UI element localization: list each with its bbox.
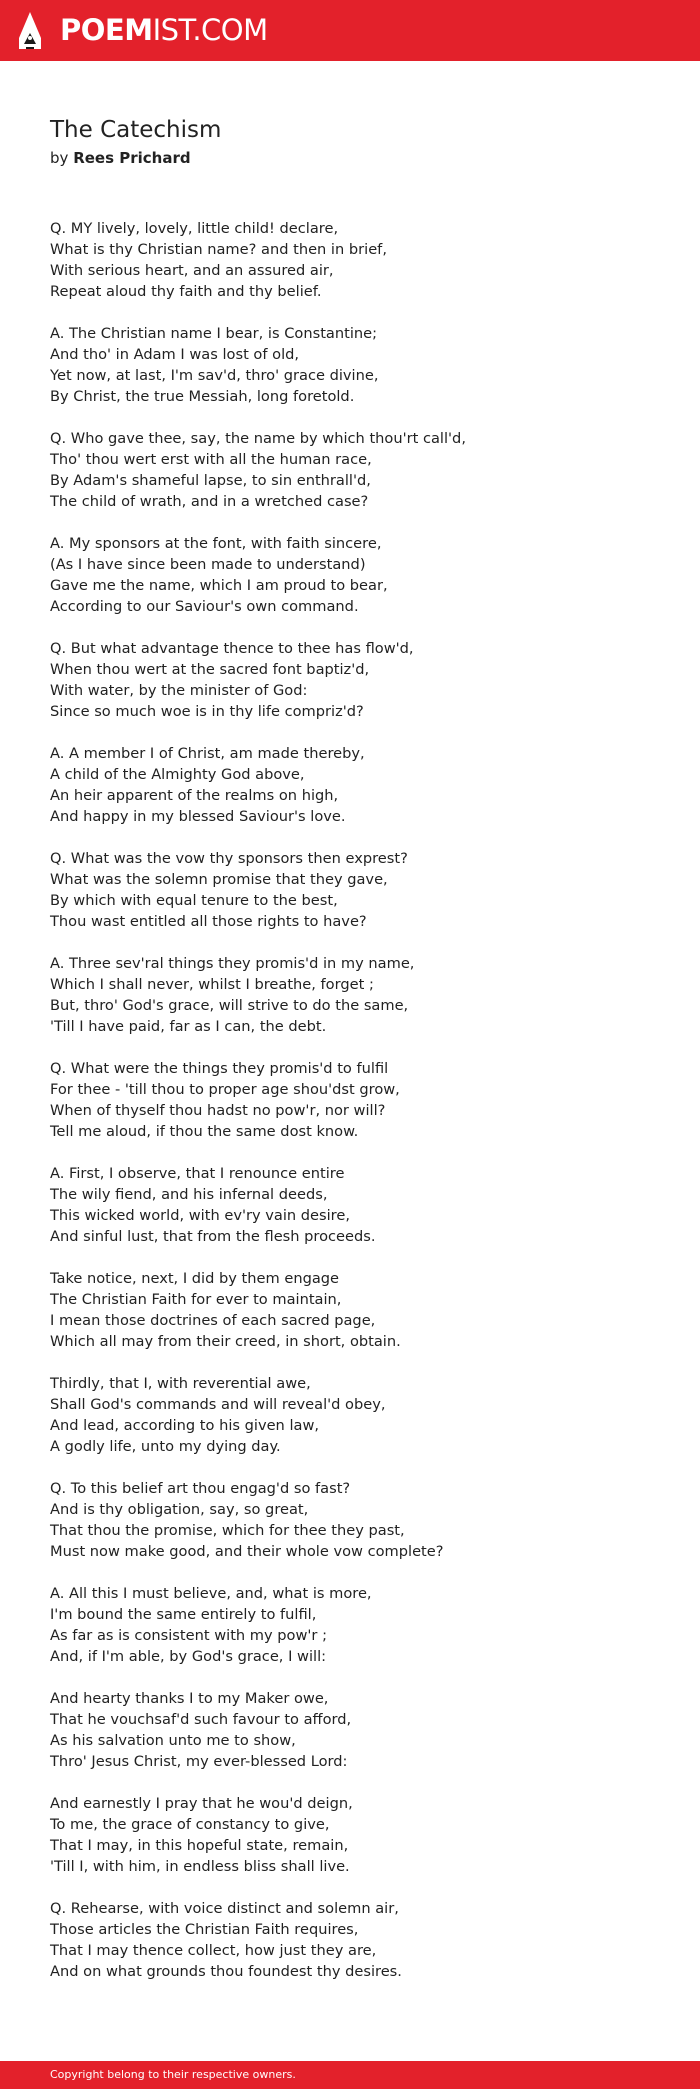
poem-line: This wicked world, with ev'ry vain desire,	[50, 1207, 350, 1224]
stanza	[50, 323, 670, 407]
poem-line: An heir apparent of the realms on high,	[50, 787, 339, 804]
poem-line: By Christ, the true Messiah, long foretold.	[50, 388, 355, 405]
poem-line: When thou wert at the sacred font baptiz'd,	[50, 661, 370, 678]
site-footer	[0, 2061, 700, 2089]
site-logo-text	[60, 13, 268, 47]
poem-line: And happy in my blessed Saviour's love.	[50, 808, 346, 825]
poem-line: A godly life, unto my dying day.	[50, 1438, 281, 1455]
poem-line: That thou the promise, which for thee they past,	[50, 1522, 405, 1539]
poem-line: The Christian Faith for ever to maintain,	[50, 1291, 342, 1308]
poem-line: And sinful lust, that from the flesh proceeds.	[50, 1228, 376, 1245]
poem-line: Repeat aloud thy faith and thy belief.	[50, 283, 322, 300]
poem-line: When of thyself thou hadst no pow'r, nor will?	[50, 1102, 386, 1119]
copyright-notice: Copyright belong to their respective owners.	[50, 2068, 296, 2081]
poem-line: Tho' thou wert erst with all the human race,	[50, 451, 372, 468]
stanza	[50, 1478, 670, 1562]
stanza	[50, 1373, 670, 1457]
poem-line: Q. But what advantage thence to thee has flow'd,	[50, 640, 414, 657]
poem-line: A. My sponsors at the font, with faith sincere,	[50, 535, 382, 552]
site-header	[0, 0, 700, 61]
poem-line: What was the solemn promise that they gave,	[50, 871, 388, 888]
poem-line: A. Three sev'ral things they promis'd in my name,	[50, 955, 415, 972]
poem-line: Thirdly, that I, with reverential awe,	[50, 1375, 311, 1392]
stanza	[50, 1058, 670, 1142]
poem-line: The child of wrath, and in a wretched case?	[50, 493, 369, 510]
poem-line: Which I shall never, whilst I breathe, forget ;	[50, 976, 374, 993]
poem-line: Thou wast entitled all those rights to have?	[50, 913, 367, 930]
poem-line: That I may thence collect, how just they are,	[50, 1942, 377, 1959]
stanza	[50, 848, 670, 932]
poem-line: 'Till I, with him, in endless bliss shall live.	[50, 1858, 350, 1875]
poem-line: And, if I'm able, by God's grace, I will:	[50, 1648, 327, 1665]
stanza	[50, 1793, 670, 1877]
stanza	[50, 638, 670, 722]
poem-line: Q. Who gave thee, say, the name by which thou'rt call'd,	[50, 430, 466, 447]
stanza	[50, 1898, 670, 1982]
poem-line: Since so much woe is in thy life compriz'd?	[50, 703, 364, 720]
logo-text-light: IST.COM	[152, 13, 268, 47]
poem-line: And earnestly I pray that he wou'd deign,	[50, 1795, 353, 1812]
poem-line: And is thy obligation, say, so great,	[50, 1501, 309, 1518]
stanza	[50, 428, 670, 512]
poem-line: By Adam's shameful lapse, to sin enthrall'd,	[50, 472, 371, 489]
poem-title: The Catechism	[50, 117, 222, 143]
poem-line: By which with equal tenure to the best,	[50, 892, 338, 909]
stanza	[50, 1688, 670, 1772]
byline-label: by	[50, 149, 69, 167]
poem-line: (As I have since been made to understand)	[50, 556, 366, 573]
poem-line: That he vouchsaf'd such favour to afford,	[50, 1711, 352, 1728]
poem-line: Take notice, next, I did by them engage	[50, 1270, 340, 1287]
poem-line: Thro' Jesus Christ, my ever-blessed Lord:	[50, 1753, 348, 1770]
poem-line: Q. To this belief art thou engag'd so fast?	[50, 1480, 351, 1497]
stanza	[50, 1163, 670, 1247]
poem-line: Those articles the Christian Faith requires,	[50, 1921, 359, 1938]
poem-line: But, thro' God's grace, will strive to do the same,	[50, 997, 409, 1014]
poem-line: I mean those doctrines of each sacred page,	[50, 1312, 376, 1329]
poem-line: And lead, according to his given law,	[50, 1417, 320, 1434]
pen-nib-icon	[16, 11, 44, 51]
poem-line: With serious heart, and an assured air,	[50, 262, 334, 279]
poem-line: That I may, in this hopeful state, remain,	[50, 1837, 349, 1854]
poem-line: I'm bound the same entirely to fulfil,	[50, 1606, 317, 1623]
poem-line: As far as is consistent with my pow'r ;	[50, 1627, 327, 1644]
author-link[interactable]: Rees Prichard	[73, 149, 191, 167]
poem-line: Yet now, at last, I'm sav'd, thro' grace divine,	[50, 367, 379, 384]
stanza	[50, 218, 670, 302]
poem-line: Must now make good, and their whole vow complete?	[50, 1543, 444, 1560]
poem-line: Q. What was the vow thy sponsors then exprest?	[50, 850, 408, 867]
poem-line: A. First, I observe, that I renounce entire	[50, 1165, 345, 1182]
logo-text-bold: POEM	[60, 13, 153, 47]
poem-line: Q. Rehearse, with voice distinct and solemn air,	[50, 1900, 399, 1917]
stanza	[50, 743, 670, 827]
poem-line: A. The Christian name I bear, is Constantine;	[50, 325, 378, 342]
stanza	[50, 1268, 670, 1352]
poem-line: And hearty thanks I to my Maker owe,	[50, 1690, 329, 1707]
poem-line: A. All this I must believe, and, what is more,	[50, 1585, 372, 1602]
poem-line: According to our Saviour's own command.	[50, 598, 359, 615]
poem-line: As his salvation unto me to show,	[50, 1732, 296, 1749]
poem-line: What is thy Christian name? and then in brief,	[50, 241, 387, 258]
poem-line: And tho' in Adam I was lost of old,	[50, 346, 300, 363]
poem-line: Q. MY lively, lovely, little child! declare,	[50, 220, 339, 237]
poem-line: Q. What were the things they promis'd to fulfil	[50, 1060, 389, 1077]
poem-body	[50, 218, 670, 2003]
poem-line: Shall God's commands and will reveal'd obey,	[50, 1396, 386, 1413]
poem-line: A child of the Almighty God above,	[50, 766, 305, 783]
poem-line: A. A member I of Christ, am made thereby,	[50, 745, 365, 762]
poem-line: Tell me aloud, if thou the same dost know.	[50, 1123, 359, 1140]
poem-line: Which all may from their creed, in short, obtain.	[50, 1333, 401, 1350]
stanza	[50, 953, 670, 1037]
stanza	[50, 533, 670, 617]
poem-line: The wily fiend, and his infernal deeds,	[50, 1186, 328, 1203]
poem-line: With water, by the minister of God:	[50, 682, 308, 699]
poem-line: For thee - 'till thou to proper age shou'dst grow,	[50, 1081, 400, 1098]
poem-line: Gave me the name, which I am proud to bear,	[50, 577, 388, 594]
byline	[50, 147, 191, 169]
poem-line: To me, the grace of constancy to give,	[50, 1816, 330, 1833]
stanza	[50, 1583, 670, 1667]
poem-line: 'Till I have paid, far as I can, the debt.	[50, 1018, 327, 1035]
poem-line: And on what grounds thou foundest thy desires.	[50, 1963, 402, 1980]
